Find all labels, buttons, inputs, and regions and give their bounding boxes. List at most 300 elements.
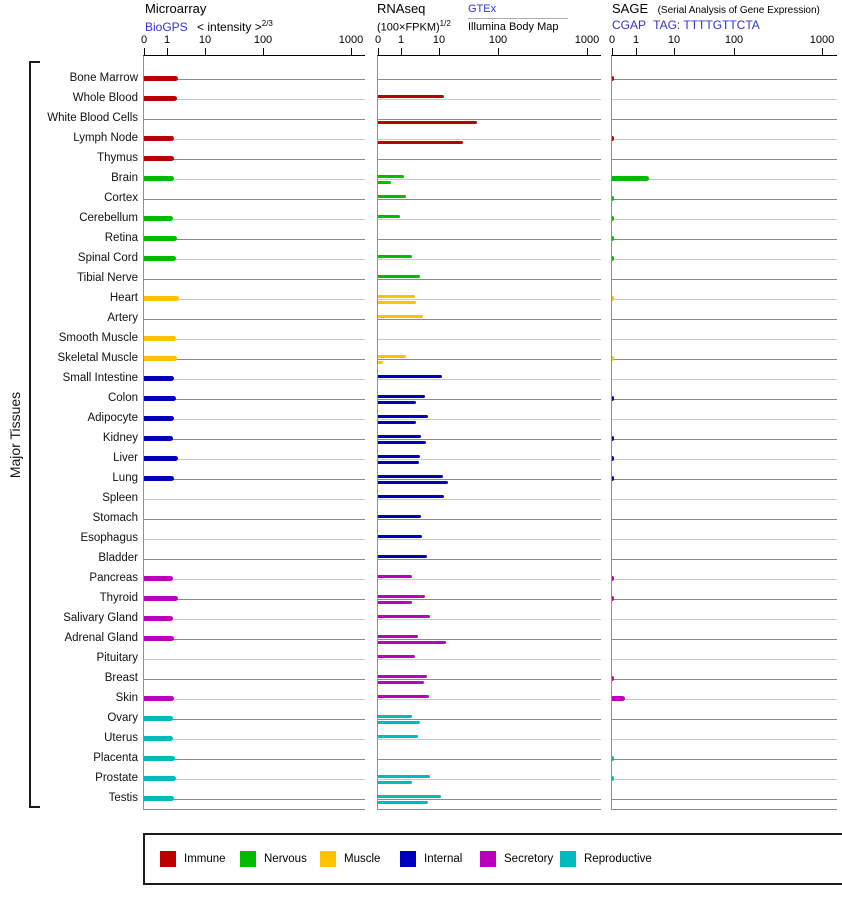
tissue-gridline [378, 579, 601, 580]
tissue-gridline [378, 399, 601, 400]
axis-tick [144, 48, 145, 56]
legend-color-swatch [320, 851, 336, 867]
tissue-gridline [144, 799, 365, 800]
expression-bar [378, 555, 427, 558]
tissue-gridline [144, 699, 365, 700]
axis-tick-label: 1 [632, 34, 640, 46]
expression-bar [144, 776, 176, 781]
expression-bar [378, 575, 412, 578]
tissue-gridline [144, 319, 365, 320]
legend-color-swatch [160, 851, 176, 867]
axis-tick-label: 100 [253, 34, 273, 46]
tissue-gridline [612, 339, 837, 340]
tissue-label: Uterus [104, 732, 138, 744]
tissue-gridline [378, 79, 601, 80]
expression-bar [612, 216, 614, 221]
expression-bar [144, 696, 174, 701]
legend-color-swatch [400, 851, 416, 867]
tissue-label: Artery [107, 312, 138, 324]
expression-bar [612, 576, 614, 581]
tissue-gridline [612, 559, 837, 560]
rnaseq-sources [468, 2, 568, 35]
expression-bar [378, 475, 443, 478]
axis-tick-label: 1 [397, 34, 405, 46]
tissue-gridline [378, 499, 601, 500]
tissue-label: Prostate [95, 772, 138, 784]
tissue-gridline [144, 239, 365, 240]
axis-tick [439, 48, 440, 56]
legend-label: Immune [184, 853, 226, 865]
tissue-label: Adrenal Gland [64, 632, 138, 644]
tissue-gridline [144, 199, 365, 200]
expression-bar [378, 635, 418, 638]
expression-bar [378, 775, 430, 778]
expression-bar [144, 396, 176, 401]
tissue-label: Pancreas [89, 572, 138, 584]
tissue-gridline [612, 659, 837, 660]
tissue-label: Salivary Gland [63, 612, 138, 624]
tissue-gridline [144, 759, 365, 760]
tissue-label: Ovary [107, 712, 138, 724]
tissue-gridline [612, 399, 837, 400]
expression-bar [144, 616, 173, 621]
tissue-label: Liver [113, 452, 138, 464]
tissue-gridline [612, 219, 837, 220]
major-tissues-axis-label: Major Tissues [7, 391, 23, 479]
expression-bar [612, 596, 614, 601]
tissue-gridline [144, 219, 365, 220]
major-tissues-bracket [29, 61, 31, 808]
illumina-body-map-label: Illumina Body Map [468, 21, 559, 33]
expression-bar [144, 476, 174, 481]
expression-bar [144, 756, 175, 761]
expression-bar [612, 236, 614, 241]
axis-tick-label: 100 [488, 34, 508, 46]
expression-bar [144, 456, 178, 461]
tissue-gridline [144, 659, 365, 660]
expression-bar [144, 376, 174, 381]
axis-tick [351, 48, 352, 56]
expression-bar [144, 336, 176, 341]
rnaseq-unit-note: (100×FPKM)$^{1/2}$ [377, 19, 451, 34]
tissue-gridline [612, 299, 837, 300]
legend-item [160, 851, 240, 867]
tissue-gridline [612, 279, 837, 280]
tissue-gridline [612, 499, 837, 500]
legend-color-swatch [240, 851, 256, 867]
tissue-gridline [612, 619, 837, 620]
legend-item [560, 851, 652, 867]
tissue-gridline [378, 539, 601, 540]
legend [143, 833, 842, 885]
tissue-gridline [378, 299, 601, 300]
tissue-gridline [378, 479, 601, 480]
tissue-gridline [612, 119, 837, 120]
tissue-gridline [612, 359, 837, 360]
expression-bar [612, 396, 614, 401]
expression-bar [144, 416, 174, 421]
tissue-gridline [612, 639, 837, 640]
expression-bar [378, 395, 425, 398]
axis-tick-label: 1000 [809, 34, 835, 46]
tissue-label: Lymph Node [73, 132, 138, 144]
tissue-label: Skin [115, 692, 138, 704]
tissue-gridline [378, 259, 601, 260]
expression-bar [144, 256, 176, 261]
tissue-gridline [612, 139, 837, 140]
tissue-gridline [144, 379, 365, 380]
expression-bar [612, 356, 614, 361]
axis-tick [587, 48, 588, 56]
axis-tick [167, 48, 168, 56]
expression-bar [144, 796, 174, 801]
expression-bar [144, 356, 177, 361]
expression-bar [378, 315, 423, 318]
tissue-gridline [378, 359, 601, 360]
axis-tick [378, 48, 379, 56]
tissue-label: Retina [104, 232, 138, 244]
sage-title: SAGE [612, 1, 649, 16]
expression-bar [144, 436, 173, 441]
tissue-gridline [144, 119, 365, 120]
expression-bar [612, 756, 614, 761]
expression-bar [378, 181, 391, 184]
cgap-link[interactable]: CGAP [612, 18, 646, 32]
rnaseq-panel [374, 34, 601, 810]
tissue-gridline [612, 799, 837, 800]
tissue-gridline [144, 259, 365, 260]
expression-bar [378, 715, 412, 718]
tissue-label: Whole Blood [72, 92, 138, 104]
tissue-label: Cortex [104, 192, 138, 204]
sage-tag-text: TAG: TTTTGTTCTA [653, 18, 760, 32]
expression-bar [378, 441, 426, 444]
tissue-gridline [144, 539, 365, 540]
expression-bar [144, 296, 179, 301]
expression-bar [378, 735, 418, 738]
expression-bar [144, 176, 174, 181]
expression-bar [612, 696, 625, 701]
expression-bar [378, 695, 429, 698]
tissue-gridline [612, 199, 837, 200]
legend-color-swatch [480, 851, 496, 867]
axis-tick-label: 10 [432, 34, 446, 46]
axis-tick-label: 10 [667, 34, 681, 46]
expression-bar [378, 455, 420, 458]
expression-bar [378, 421, 416, 424]
tissue-gridline [144, 399, 365, 400]
expression-bar [378, 601, 412, 604]
tissue-gridline [378, 519, 601, 520]
tissue-label: Thyroid [99, 592, 138, 604]
tissue-gridline [144, 279, 365, 280]
tissue-label: Lung [112, 472, 138, 484]
legend-label: Internal [424, 853, 463, 865]
tissue-gridline [378, 559, 601, 560]
microarray-scale-note: < intensity >$^{2/3}$ [197, 19, 273, 34]
tissue-gridline [378, 439, 601, 440]
tissue-gridline [378, 319, 601, 320]
tissue-gridline [144, 419, 365, 420]
microarray-title: Microarray [145, 1, 207, 16]
tissue-gridline [378, 179, 601, 180]
expression-bar [378, 795, 441, 798]
expression-bar [378, 361, 383, 364]
tissue-gridline [378, 639, 601, 640]
expression-bar [144, 136, 174, 141]
tissue-label: Spinal Cord [77, 252, 138, 264]
sage-panel [608, 34, 837, 810]
gtex-link[interactable]: GTEx [468, 3, 497, 15]
tissue-label: Smooth Muscle [58, 332, 138, 344]
tissue-gridline [144, 779, 365, 780]
tissue-gridline [378, 159, 601, 160]
expression-bar [378, 255, 412, 258]
expression-bar [378, 801, 428, 804]
tissue-gridline [378, 799, 601, 800]
expression-bar [378, 641, 446, 644]
tissue-gridline [378, 739, 601, 740]
expression-bar [378, 95, 444, 98]
tissue-gridline [144, 139, 365, 140]
expression-bar [378, 655, 415, 658]
legend-item [320, 851, 400, 867]
tissue-label: Adipocyte [87, 412, 138, 424]
expression-bar [378, 215, 400, 218]
tissue-label: Kidney [102, 432, 138, 444]
expression-bar [612, 436, 614, 441]
tissue-gridline [612, 319, 837, 320]
expression-bar [378, 461, 419, 464]
expression-bar [378, 121, 477, 124]
tissue-gridline [144, 479, 365, 480]
tissue-label: Small Intestine [62, 372, 138, 384]
axis-tick-label: 1000 [574, 34, 600, 46]
expression-bar [378, 515, 421, 518]
legend-label: Muscle [344, 853, 381, 865]
expression-bar [612, 456, 614, 461]
axis-tick-label: 1 [163, 34, 171, 46]
tissue-gridline [612, 239, 837, 240]
tissue-gridline [612, 779, 837, 780]
expression-bar [378, 375, 442, 378]
expression-bar [612, 176, 649, 181]
legend-item [400, 851, 480, 867]
sage-title-row [612, 1, 840, 18]
axis-tick [674, 48, 675, 56]
expression-bar [378, 435, 421, 438]
tissue-gridline [612, 419, 837, 420]
expression-bar [144, 76, 178, 81]
expression-bar [378, 615, 430, 618]
axis-tick-label: 0 [374, 34, 382, 46]
tissue-label: Breast [104, 672, 138, 684]
tissue-gridline [612, 599, 837, 600]
tissue-gridline [612, 259, 837, 260]
gtex-link-row [468, 2, 568, 19]
rnaseq-title: RNAseq [377, 1, 426, 16]
expression-bar [612, 76, 614, 81]
tissue-gridline [144, 339, 365, 340]
tissue-label: Spleen [102, 492, 138, 504]
biogps-link[interactable]: BioGPS [145, 20, 188, 34]
expression-bar [144, 736, 173, 741]
tissue-gridline [612, 539, 837, 540]
tissue-gridline [378, 779, 601, 780]
tissue-gridline [144, 359, 365, 360]
expression-bar [378, 481, 448, 484]
tissue-gridline [378, 279, 601, 280]
microarray-header [145, 1, 366, 35]
legend-label: Nervous [264, 853, 307, 865]
tissue-gridline [378, 599, 601, 600]
expression-bar [378, 535, 422, 538]
expression-bar [612, 296, 614, 301]
tissue-label: Bone Marrow [69, 72, 138, 84]
microarray-subtitle [145, 16, 366, 35]
tissue-gridline [378, 139, 601, 140]
tissue-gridline [378, 659, 601, 660]
tissue-label: Skeletal Muscle [57, 352, 138, 364]
expression-bar [378, 141, 463, 144]
tissue-gridline [144, 99, 365, 100]
tissue-label: Bladder [98, 552, 138, 564]
tissue-gridline [378, 699, 601, 700]
legend-item [240, 851, 320, 867]
tissue-gridline [378, 219, 601, 220]
expression-bar [612, 196, 614, 201]
sage-header [612, 1, 840, 33]
tissue-gridline [378, 419, 601, 420]
axis-tick-label: 10 [198, 34, 212, 46]
expression-bar [378, 595, 425, 598]
expression-bar [378, 681, 424, 684]
tissue-label: Brain [111, 172, 138, 184]
tissue-gridline [144, 579, 365, 580]
axis-tick [263, 48, 264, 56]
expression-bar [378, 415, 428, 418]
tissue-gridline [378, 379, 601, 380]
tissue-gridline [612, 699, 837, 700]
axis-tick-label: 100 [724, 34, 744, 46]
tissue-gridline [144, 719, 365, 720]
expression-bar [378, 301, 416, 304]
tissue-gridline [378, 679, 601, 680]
tissue-label: Heart [109, 292, 138, 304]
expression-bar [144, 596, 178, 601]
axis-tick [498, 48, 499, 56]
tissue-gridline [144, 739, 365, 740]
expression-bar [378, 295, 415, 298]
tissue-label: Tibial Nerve [77, 272, 138, 284]
tissue-label: Testis [108, 792, 138, 804]
tissue-gridline [612, 739, 837, 740]
tissue-gridline [612, 579, 837, 580]
legend-label: Secretory [504, 853, 554, 865]
legend-label: Reproductive [584, 853, 652, 865]
tissue-gridline [612, 759, 837, 760]
tissue-label: Stomach [92, 512, 138, 524]
sage-tag-row [612, 18, 840, 33]
axis-tick [205, 48, 206, 56]
expression-bar [612, 136, 614, 141]
axis-tick [636, 48, 637, 56]
expression-bar [144, 96, 177, 101]
expression-bar [144, 576, 173, 581]
tissue-gridline [144, 179, 365, 180]
tissue-gridline [144, 559, 365, 560]
tissue-gridline [378, 239, 601, 240]
expression-bar [378, 275, 420, 278]
tissue-gridline [612, 79, 837, 80]
tissue-gridline [612, 479, 837, 480]
tissue-gridline [144, 159, 365, 160]
expression-bar [378, 195, 406, 198]
expression-bar [378, 675, 427, 678]
axis-tick [401, 48, 402, 56]
legend-color-swatch [560, 851, 576, 867]
tissue-gridline [144, 679, 365, 680]
tissue-gridline [612, 459, 837, 460]
expression-bar [144, 216, 173, 221]
tissue-label: Cerebellum [79, 212, 138, 224]
expression-bar [612, 676, 614, 681]
tissue-gridline [612, 519, 837, 520]
axis-tick [612, 48, 613, 56]
sage-title-expansion: (Serial Analysis of Gene Expression) [657, 5, 820, 16]
tissue-gridline [612, 719, 837, 720]
tissue-gridline [378, 619, 601, 620]
expression-bar [612, 476, 614, 481]
tissue-gridline [378, 339, 601, 340]
tissue-gridline [378, 719, 601, 720]
tissue-label: White Blood Cells [47, 112, 138, 124]
tissue-gridline [378, 759, 601, 760]
tissue-gridline [378, 119, 601, 120]
axis-tick [822, 48, 823, 56]
expression-bar [144, 236, 177, 241]
tissue-label: Pituitary [96, 652, 138, 664]
tissue-gridline [612, 379, 837, 380]
axis-tick-label: 0 [608, 34, 616, 46]
expression-bar [378, 175, 404, 178]
expression-bar [378, 355, 406, 358]
axis-tick [734, 48, 735, 56]
axis-tick-label: 0 [140, 34, 148, 46]
tissue-gridline [144, 619, 365, 620]
tissue-gridline [378, 459, 601, 460]
expression-bar [378, 781, 412, 784]
tissue-label: Thymus [97, 152, 138, 164]
tissue-gridline [612, 439, 837, 440]
expression-bar [378, 401, 416, 404]
rnaseq-header [377, 1, 600, 36]
tissue-label: Placenta [93, 752, 138, 764]
tissue-label: Esophagus [80, 532, 138, 544]
tissue-gridline [612, 679, 837, 680]
tissue-gridline [144, 499, 365, 500]
expression-bar [378, 495, 444, 498]
tissue-gridline [612, 159, 837, 160]
tissue-gridline [378, 99, 601, 100]
microarray-panel [140, 34, 365, 810]
expression-bar [612, 776, 614, 781]
tissue-gridline [378, 199, 601, 200]
tissue-label: Colon [107, 392, 138, 404]
axis-tick-label: 1000 [338, 34, 364, 46]
expression-bar [144, 636, 174, 641]
expression-bar [378, 721, 420, 724]
